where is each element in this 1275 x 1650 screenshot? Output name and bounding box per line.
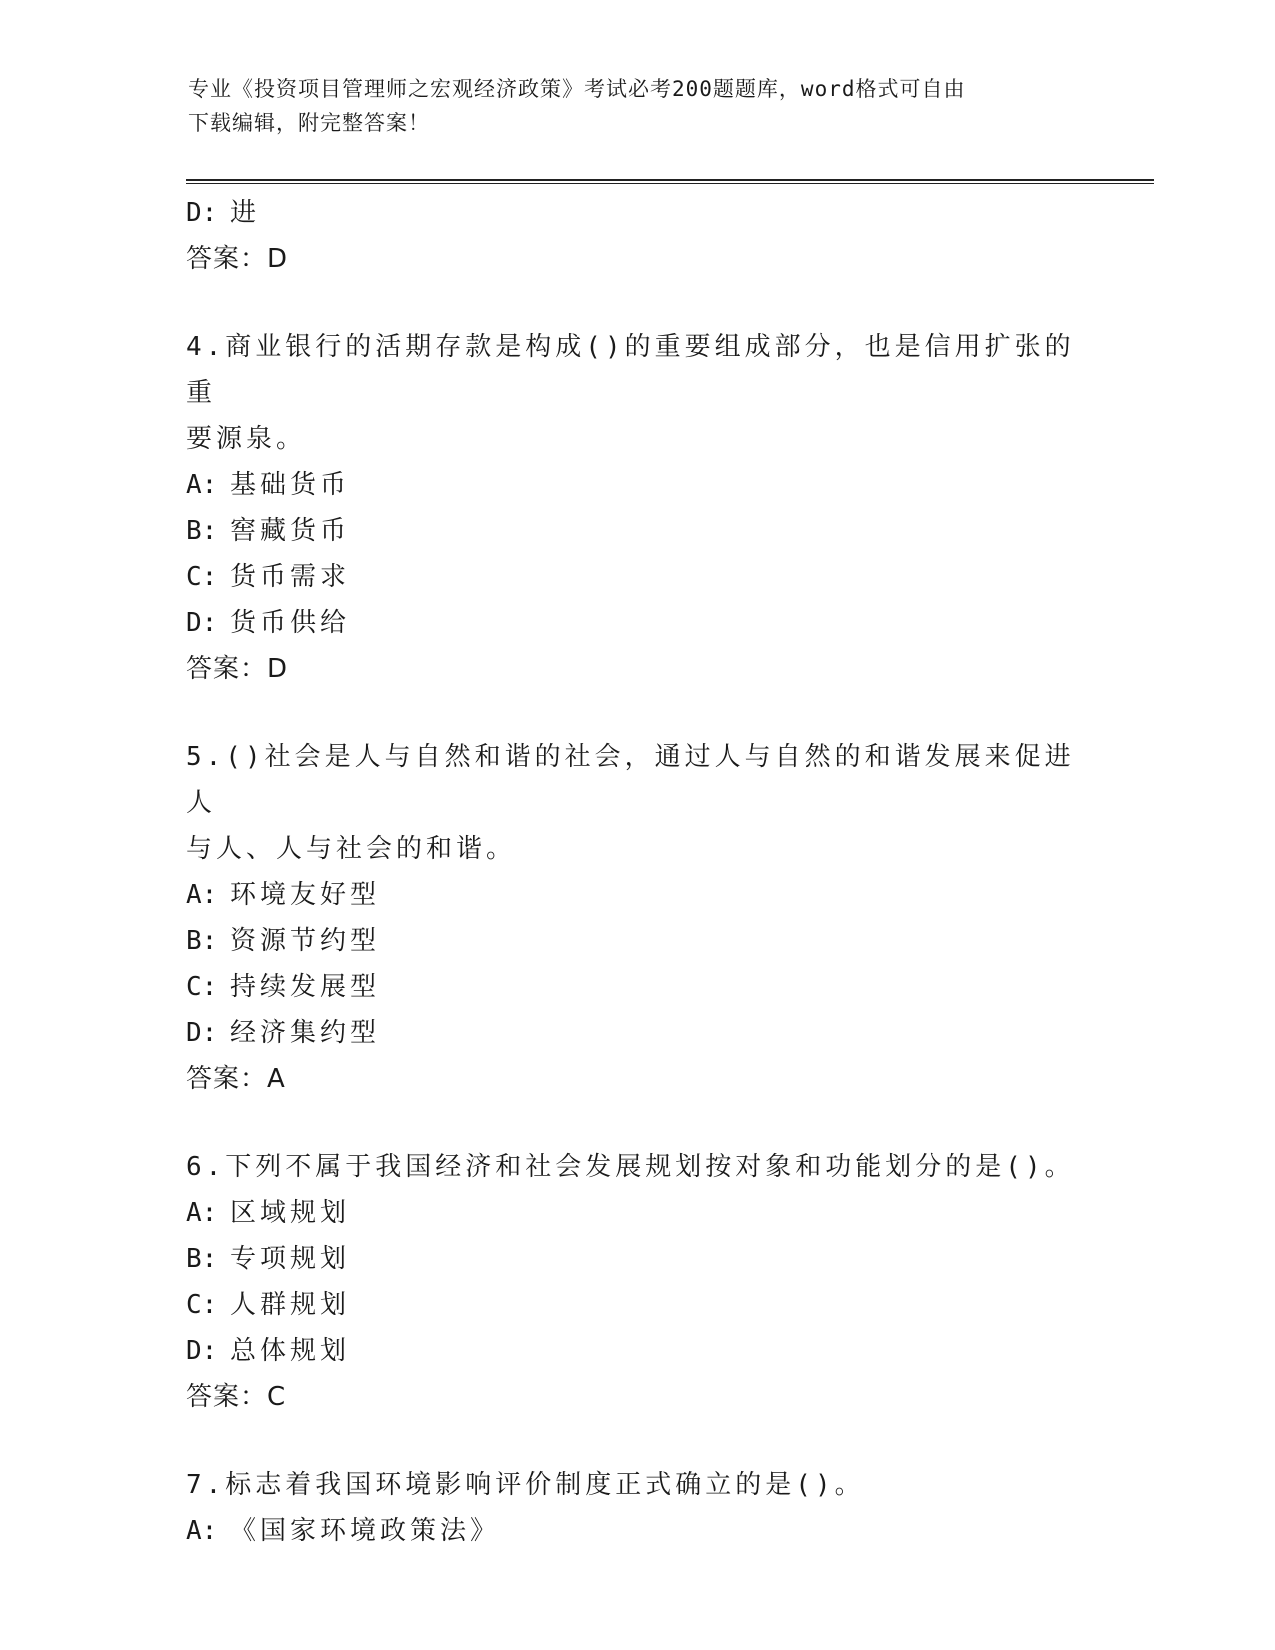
option-c — [186, 1282, 1086, 1328]
option-d — [186, 1328, 1086, 1374]
question-7 — [186, 1462, 1086, 1554]
header-line-2: 下载编辑，附完整答案！ — [188, 111, 430, 135]
document-body — [186, 190, 1086, 1554]
option-text: 资源节约型 — [230, 926, 381, 956]
option-text: 环境友好型 — [230, 880, 381, 910]
option-text: 区域规划 — [230, 1198, 351, 1228]
option-text: 货币供给 — [230, 608, 351, 638]
option-text: 经济集约型 — [230, 1018, 381, 1048]
header-line-1: 专业《投资项目管理师之宏观经济政策》考试必考200题题库，word格式可自由 — [188, 77, 966, 101]
question-4 — [186, 324, 1086, 692]
option-text: 窖藏货币 — [230, 516, 351, 546]
question-6 — [186, 1144, 1086, 1420]
question-text-line-1: 5.()社会是人与自然和谐的社会，通过人与自然的和谐发展来促进人 — [186, 742, 1075, 818]
option-label: B: — [186, 1244, 218, 1274]
option-b — [186, 508, 1086, 554]
option-label: C: — [186, 562, 218, 592]
option-d — [186, 190, 1086, 236]
option-text: 进 — [230, 198, 261, 228]
option-label: A: — [186, 1198, 218, 1228]
option-label: D: — [186, 198, 218, 228]
question-text-line-1: 4.商业银行的活期存款是构成()的重要组成部分，也是信用扩张的重 — [186, 332, 1075, 408]
option-text: 货币需求 — [230, 562, 351, 592]
answer: 答案：C — [186, 1382, 287, 1412]
answer: 答案：D — [186, 244, 289, 274]
option-a — [186, 872, 1086, 918]
option-label: D: — [186, 1018, 218, 1048]
option-label: C: — [186, 1290, 218, 1320]
option-c — [186, 554, 1086, 600]
header-divider-thick — [186, 179, 1154, 181]
answer: 答案：D — [186, 654, 289, 684]
option-c — [186, 964, 1086, 1010]
option-text: 专项规划 — [230, 1244, 351, 1274]
answer: 答案：A — [186, 1064, 286, 1094]
option-label: B: — [186, 926, 218, 956]
option-a — [186, 462, 1086, 508]
document-header — [188, 72, 1068, 140]
question-text-line-2: 要源泉。 — [186, 424, 307, 454]
option-label: A: — [186, 1516, 218, 1546]
option-text: 总体规划 — [230, 1336, 351, 1366]
option-label: A: — [186, 470, 218, 500]
option-d — [186, 1010, 1086, 1056]
question-3-tail — [186, 190, 1086, 282]
question-5 — [186, 734, 1086, 1102]
question-text-line-1: 6.下列不属于我国经济和社会发展规划按对象和功能划分的是()。 — [186, 1152, 1075, 1182]
option-label: B: — [186, 516, 218, 546]
option-label: A: — [186, 880, 218, 910]
option-label: C: — [186, 972, 218, 1002]
option-text: 基础货币 — [230, 470, 351, 500]
question-text-line-1: 7.标志着我国环境影响评价制度正式确立的是()。 — [186, 1470, 865, 1500]
header-divider-thin — [186, 183, 1154, 184]
option-b — [186, 918, 1086, 964]
option-a — [186, 1508, 1086, 1554]
question-text-line-2: 与人、人与社会的和谐。 — [186, 834, 517, 864]
option-text: 人群规划 — [230, 1290, 351, 1320]
option-a — [186, 1190, 1086, 1236]
option-label: D: — [186, 1336, 218, 1366]
option-d — [186, 600, 1086, 646]
option-text: 《国家环境政策法》 — [230, 1516, 501, 1546]
option-b — [186, 1236, 1086, 1282]
option-label: D: — [186, 608, 218, 638]
option-text: 持续发展型 — [230, 972, 381, 1002]
